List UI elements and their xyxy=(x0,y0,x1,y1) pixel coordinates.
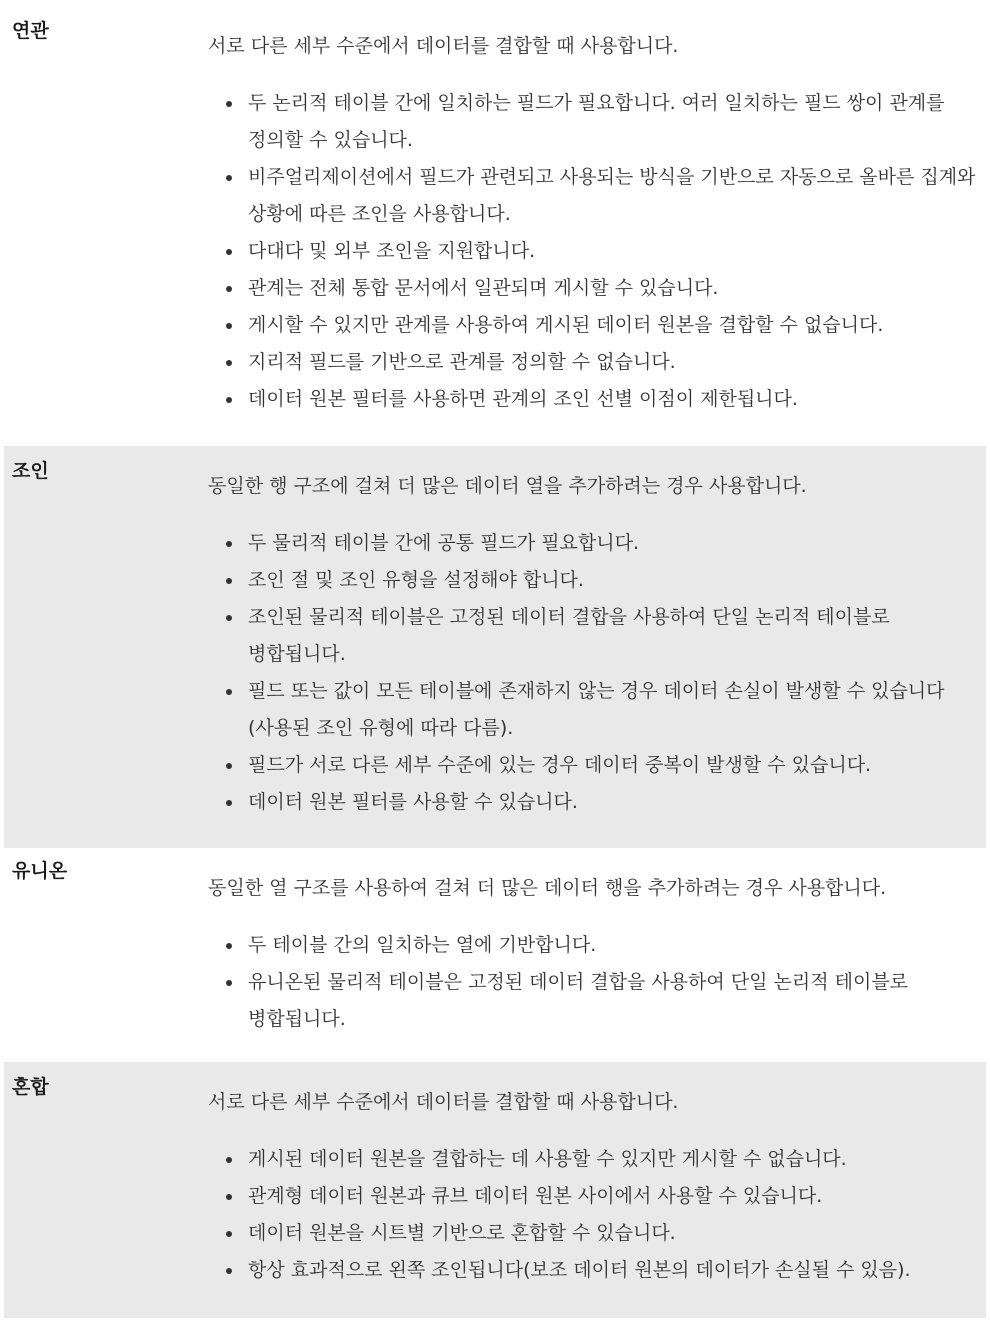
bullet-icon xyxy=(226,943,232,949)
bullet-icon xyxy=(226,578,232,584)
section-label: 유니온 xyxy=(12,860,68,882)
list-item-text: 항상 효과적으로 왼쪽 조인됩니다(보조 데이터 원본의 데이터가 손실될 수 있음). xyxy=(248,1259,911,1281)
list-item xyxy=(226,1215,976,1252)
list-item xyxy=(226,599,976,673)
list-item xyxy=(226,344,976,381)
list-item-text: 조인 절 및 조인 유형을 설정해야 합니다. xyxy=(248,569,584,591)
list-item-text: 게시된 데이터 원본을 결합하는 데 사용할 수 있지만 게시할 수 없습니다. xyxy=(248,1148,847,1170)
list-item-text: 두 논리적 테이블 간에 일치하는 필드가 필요합니다. 여러 일치하는 필드 쌍이 관계를 정의할 수 있습니다. xyxy=(248,92,945,151)
bullet-icon xyxy=(226,175,232,181)
list-item-text: 두 테이블 간의 일치하는 열에 기반합니다. xyxy=(248,934,597,956)
list-item-text: 지리적 필드를 기반으로 관계를 정의할 수 없습니다. xyxy=(248,351,676,373)
bullet-icon xyxy=(226,1157,232,1163)
bullet-icon xyxy=(226,323,232,329)
list-item-text: 필드 또는 값이 모든 테이블에 존재하지 않는 경우 데이터 손실이 발생할 수 있습니다 (사용된 조인 유형에 따라 다름). xyxy=(248,680,945,739)
list-item-text: 두 물리적 테이블 간에 공통 필드가 필요합니다. xyxy=(248,532,640,554)
list-item xyxy=(226,747,976,784)
bullet-icon xyxy=(226,1231,232,1237)
bullet-icon xyxy=(226,763,232,769)
list-item xyxy=(226,159,976,233)
list-item-text: 필드가 서로 다른 세부 수준에 있는 경우 데이터 중복이 발생할 수 있습니다. xyxy=(248,754,872,776)
list-item xyxy=(226,927,976,964)
list-item-text: 데이터 원본 필터를 사용하면 관계의 조인 선별 이점이 제한됩니다. xyxy=(248,388,798,410)
section-description: 서로 다른 세부 수준에서 데이터를 결합할 때 사용합니다. xyxy=(208,1091,679,1113)
list-item xyxy=(226,562,976,599)
list-item xyxy=(226,307,976,344)
list-item-text: 관계형 데이터 원본과 큐브 데이터 원본 사이에서 사용할 수 있습니다. xyxy=(248,1185,823,1207)
bullet-icon xyxy=(226,800,232,806)
list-item-text: 데이터 원본 필터를 사용할 수 있습니다. xyxy=(248,791,578,813)
list-item xyxy=(226,525,976,562)
bullet-icon xyxy=(226,249,232,255)
bullet-icon xyxy=(226,541,232,547)
list-item xyxy=(226,1178,976,1215)
list-item xyxy=(226,233,976,270)
list-item xyxy=(226,964,976,1038)
list-item xyxy=(226,85,976,159)
list-item-text: 비주얼리제이션에서 필드가 관련되고 사용되는 방식을 기반으로 자동으로 올바른 집계와 상황에 따른 조인을 사용합니다. xyxy=(248,166,976,225)
list-item xyxy=(226,784,976,821)
bullet-icon xyxy=(226,397,232,403)
section-join xyxy=(4,446,986,848)
section-label: 조인 xyxy=(12,460,49,482)
bullet-icon xyxy=(226,980,232,986)
list-item-text: 관계는 전체 통합 문서에서 일관되며 게시할 수 있습니다. xyxy=(248,277,719,299)
list-item-text: 조인된 물리적 테이블은 고정된 데이터 결합을 사용하여 단일 논리적 테이블로 병합됩니다. xyxy=(248,606,890,665)
list-item xyxy=(226,1141,976,1178)
list-item-text: 유니온된 물리적 테이블은 고정된 데이터 결합을 사용하여 단일 논리적 테이블로 병합됩니다. xyxy=(248,971,909,1030)
section-description: 동일한 열 구조를 사용하여 걸쳐 더 많은 데이터 행을 추가하려는 경우 사용합니다. xyxy=(208,877,887,899)
list-item-text: 다대다 및 외부 조인을 지원합니다. xyxy=(248,240,536,262)
list-item xyxy=(226,673,976,747)
section-item-list xyxy=(226,927,976,1038)
section-description: 서로 다른 세부 수준에서 데이터를 결합할 때 사용합니다. xyxy=(208,35,679,57)
bullet-icon xyxy=(226,1194,232,1200)
bullet-icon xyxy=(226,360,232,366)
list-item xyxy=(226,381,976,418)
list-item-text: 데이터 원본을 시트별 기반으로 혼합할 수 있습니다. xyxy=(248,1222,676,1244)
bullet-icon xyxy=(226,1268,232,1274)
bullet-icon xyxy=(226,286,232,292)
bullet-icon xyxy=(226,615,232,621)
section-description: 동일한 행 구조에 걸쳐 더 많은 데이터 열을 추가하려는 경우 사용합니다. xyxy=(208,475,807,497)
section-item-list xyxy=(226,1141,976,1289)
bullet-icon xyxy=(226,101,232,107)
section-item-list xyxy=(226,85,976,418)
section-label: 연관 xyxy=(12,20,49,42)
list-item xyxy=(226,1252,976,1289)
section-blend xyxy=(4,1062,986,1318)
section-union xyxy=(4,848,986,1062)
list-item-text: 게시할 수 있지만 관계를 사용하여 게시된 데이터 원본을 결합할 수 없습니다. xyxy=(248,314,884,336)
section-label: 혼합 xyxy=(12,1076,49,1098)
section-relationship xyxy=(4,0,986,446)
list-item xyxy=(226,270,976,307)
section-item-list xyxy=(226,525,976,821)
bullet-icon xyxy=(226,689,232,695)
